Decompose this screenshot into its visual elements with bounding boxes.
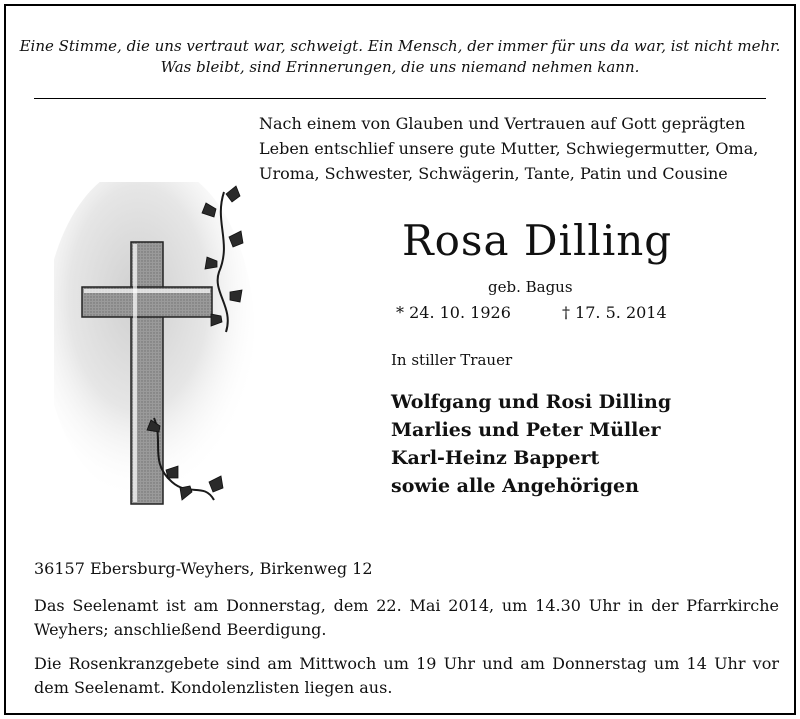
mourning-label: In stiller Trauer	[391, 351, 513, 369]
motto-line-1: Eine Stimme, die uns vertraut war, schweigt. Ein Mensch, der immer für uns da war, ist nicht mehr.	[19, 37, 781, 55]
birth-name: geb. Bagus	[488, 278, 573, 296]
mourner-2: Marlies und Peter Müller	[391, 419, 661, 441]
life-dates	[396, 303, 667, 322]
prayer-info: Die Rosenkranzgebete sind am Mittwoch um 19 Uhr und am Donnerstag um 14 Uhr vor dem Seelenamt. Kondolenzlisten liegen aus.	[34, 654, 779, 697]
mourner-3: Karl-Heinz Bappert	[391, 447, 600, 469]
intro-line-2: Leben entschlief unsere gute Mutter, Schwiegermutter, Oma,	[259, 139, 759, 158]
intro-line-3: Uroma, Schwester, Schwägerin, Tante, Patin und Cousine	[259, 164, 728, 183]
mourner-4: sowie alle Angehörigen	[391, 475, 639, 497]
cross-with-ivy-icon	[54, 182, 264, 527]
memorial-motto	[6, 36, 794, 78]
deceased-name: Rosa Dilling	[402, 216, 673, 265]
divider	[34, 98, 766, 99]
birth-date: * 24. 10. 1926	[396, 303, 511, 322]
mourners-list	[391, 388, 671, 500]
service-info: Das Seelenamt ist am Donnerstag, dem 22. Mai 2014, um 14.30 Uhr in der Pfarrkirche Weyhers; anschließend Beerdigung.	[34, 596, 779, 639]
death-date: † 17. 5. 2014	[561, 303, 667, 322]
intro-line-1: Nach einem von Glauben und Vertrauen auf Gott geprägten	[259, 114, 746, 133]
mourner-1: Wolfgang und Rosi Dilling	[391, 391, 672, 413]
address: 36157 Ebersburg-Weyhers, Birkenweg 12	[34, 559, 373, 578]
obituary-notice	[4, 4, 796, 715]
intro-text	[259, 111, 779, 186]
motto-line-2: Was bleibt, sind Erinnerungen, die uns niemand nehmen kann.	[160, 58, 640, 76]
